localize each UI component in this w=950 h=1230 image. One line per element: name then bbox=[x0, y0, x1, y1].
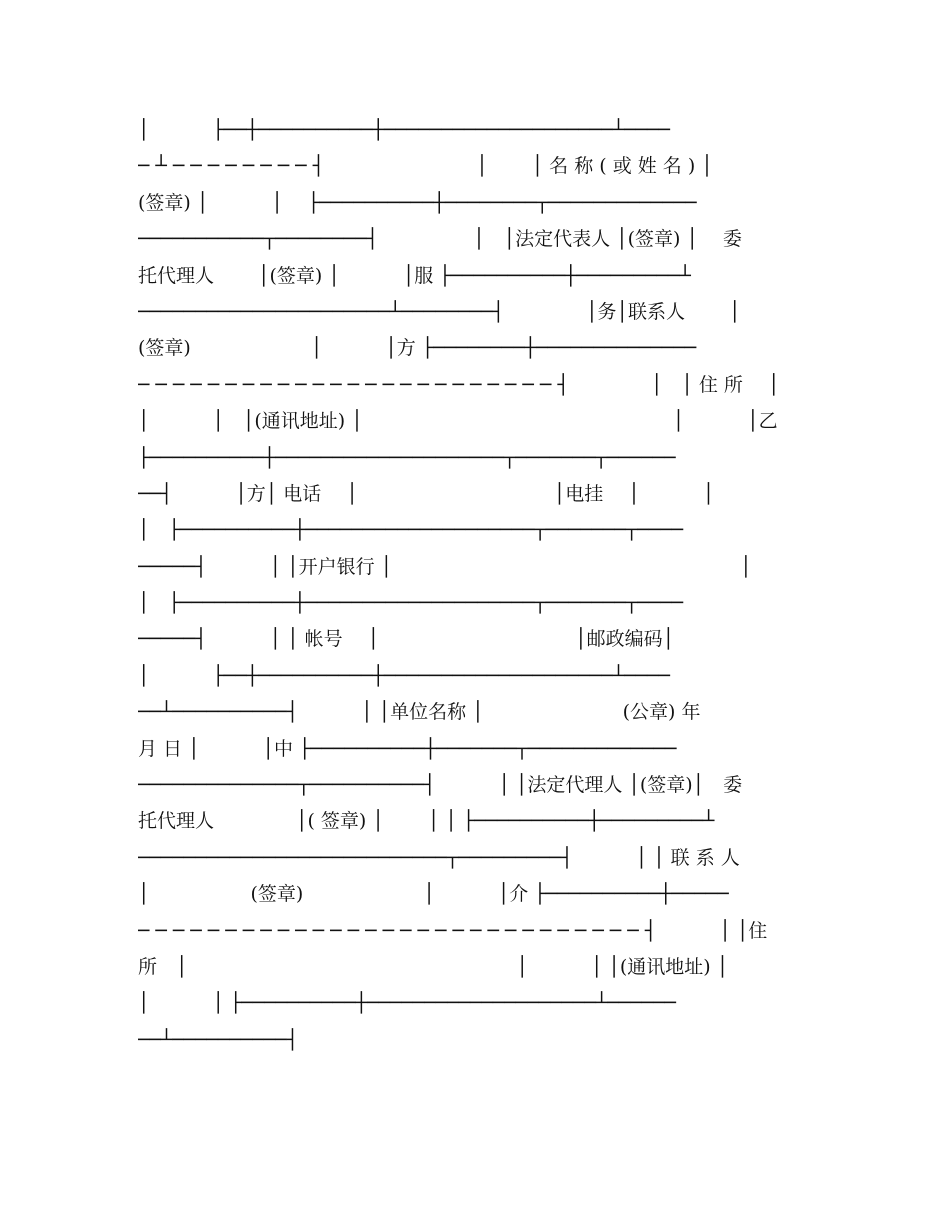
form-line-14: │ ├──────────┼────────────────────┬───────┬──── bbox=[138, 592, 684, 615]
form-line-17: ──┴──────────┤ │ │单位名称 │ (公章) 年 bbox=[138, 701, 701, 724]
form-line-10: ├──────────┼────────────────────┬───────┬────── bbox=[138, 446, 676, 469]
form-line-03: (签章) │ │ ├──────────┼────────┬───────────── bbox=[138, 191, 697, 214]
form-line-21: ───────────────────────────┬─────────┤ │ │ 联 系 人 bbox=[138, 846, 740, 869]
form-line-06: ──────────────────────┴────────┤ │务│联系人 │ bbox=[138, 300, 741, 323]
form-line-22: │ (签章) │ │介 ├──────────┼───── bbox=[138, 883, 729, 906]
form-line-19: ──────────────┬──────────┤ │ │法定代理人 │(签章)│ 委 bbox=[138, 774, 743, 797]
form-line-24: 所 │ │ │ │(通讯地址) │ bbox=[138, 955, 729, 978]
form-line-09: │ │ │(通讯地址) │ │ │乙 bbox=[138, 410, 778, 433]
form-line-01: │ ├──┼──────────┼────────────────────┴──── bbox=[138, 119, 671, 141]
contract-form-text-block bbox=[138, 112, 812, 1058]
form-line-02: ─ ┴ ─ ─ ─ ─ ─ ─ ─ ─ ┤ │ │ 名 称 ( 或 姓 名 ) │ bbox=[138, 155, 713, 178]
form-line-23: ─ ─ ─ ─ ─ ─ ─ ─ ─ ─ ─ ─ ─ ─ ─ ─ ─ ─ ─ ─ ─ ─ ─ ─ ─ ─ ─ ─ ─ ┤ │ │住 bbox=[138, 919, 768, 942]
form-line-20: 托代理人 │( 签章) │ │ │ ├──────────┼─────────┴ bbox=[138, 810, 715, 833]
form-line-16: │ ├──┼──────────┼────────────────────┴──── bbox=[138, 664, 671, 687]
form-line-11: ──┤ │方│ 电话 │ │电挂 │ │ bbox=[138, 482, 715, 505]
form-line-12: │ ├──────────┼────────────────────┬───────┬──── bbox=[138, 519, 684, 542]
form-line-08: ─ ─ ─ ─ ─ ─ ─ ─ ─ ─ ─ ─ ─ ─ ─ ─ ─ ─ ─ ─ ─ ─ ─ ─ ┤ │ │ 住 所 │ bbox=[138, 373, 780, 396]
form-line-05: 托代理人 │(签章) │ │服 ├──────────┼─────────┴ bbox=[138, 264, 691, 287]
form-line-15: ─────┤ │ │ 帐号 │ │邮政编码│ bbox=[138, 628, 675, 651]
form-line-13: ─────┤ │ │开户银行 │ │ bbox=[138, 555, 752, 578]
form-line-18: 月 日 │ │中 ├──────────┼───────┬───────────── bbox=[138, 737, 677, 760]
form-line-07: (签章) │ │方 ├────────┼────────────── bbox=[138, 337, 697, 360]
form-line-04: ───────────┬────────┤ │ │法定代表人 │(签章) │ 委 bbox=[138, 228, 742, 251]
form-line-26: ──┴──────────┤ bbox=[138, 1028, 299, 1051]
form-line-25: │ │ ├──────────┼────────────────────┴────── bbox=[138, 992, 677, 1015]
